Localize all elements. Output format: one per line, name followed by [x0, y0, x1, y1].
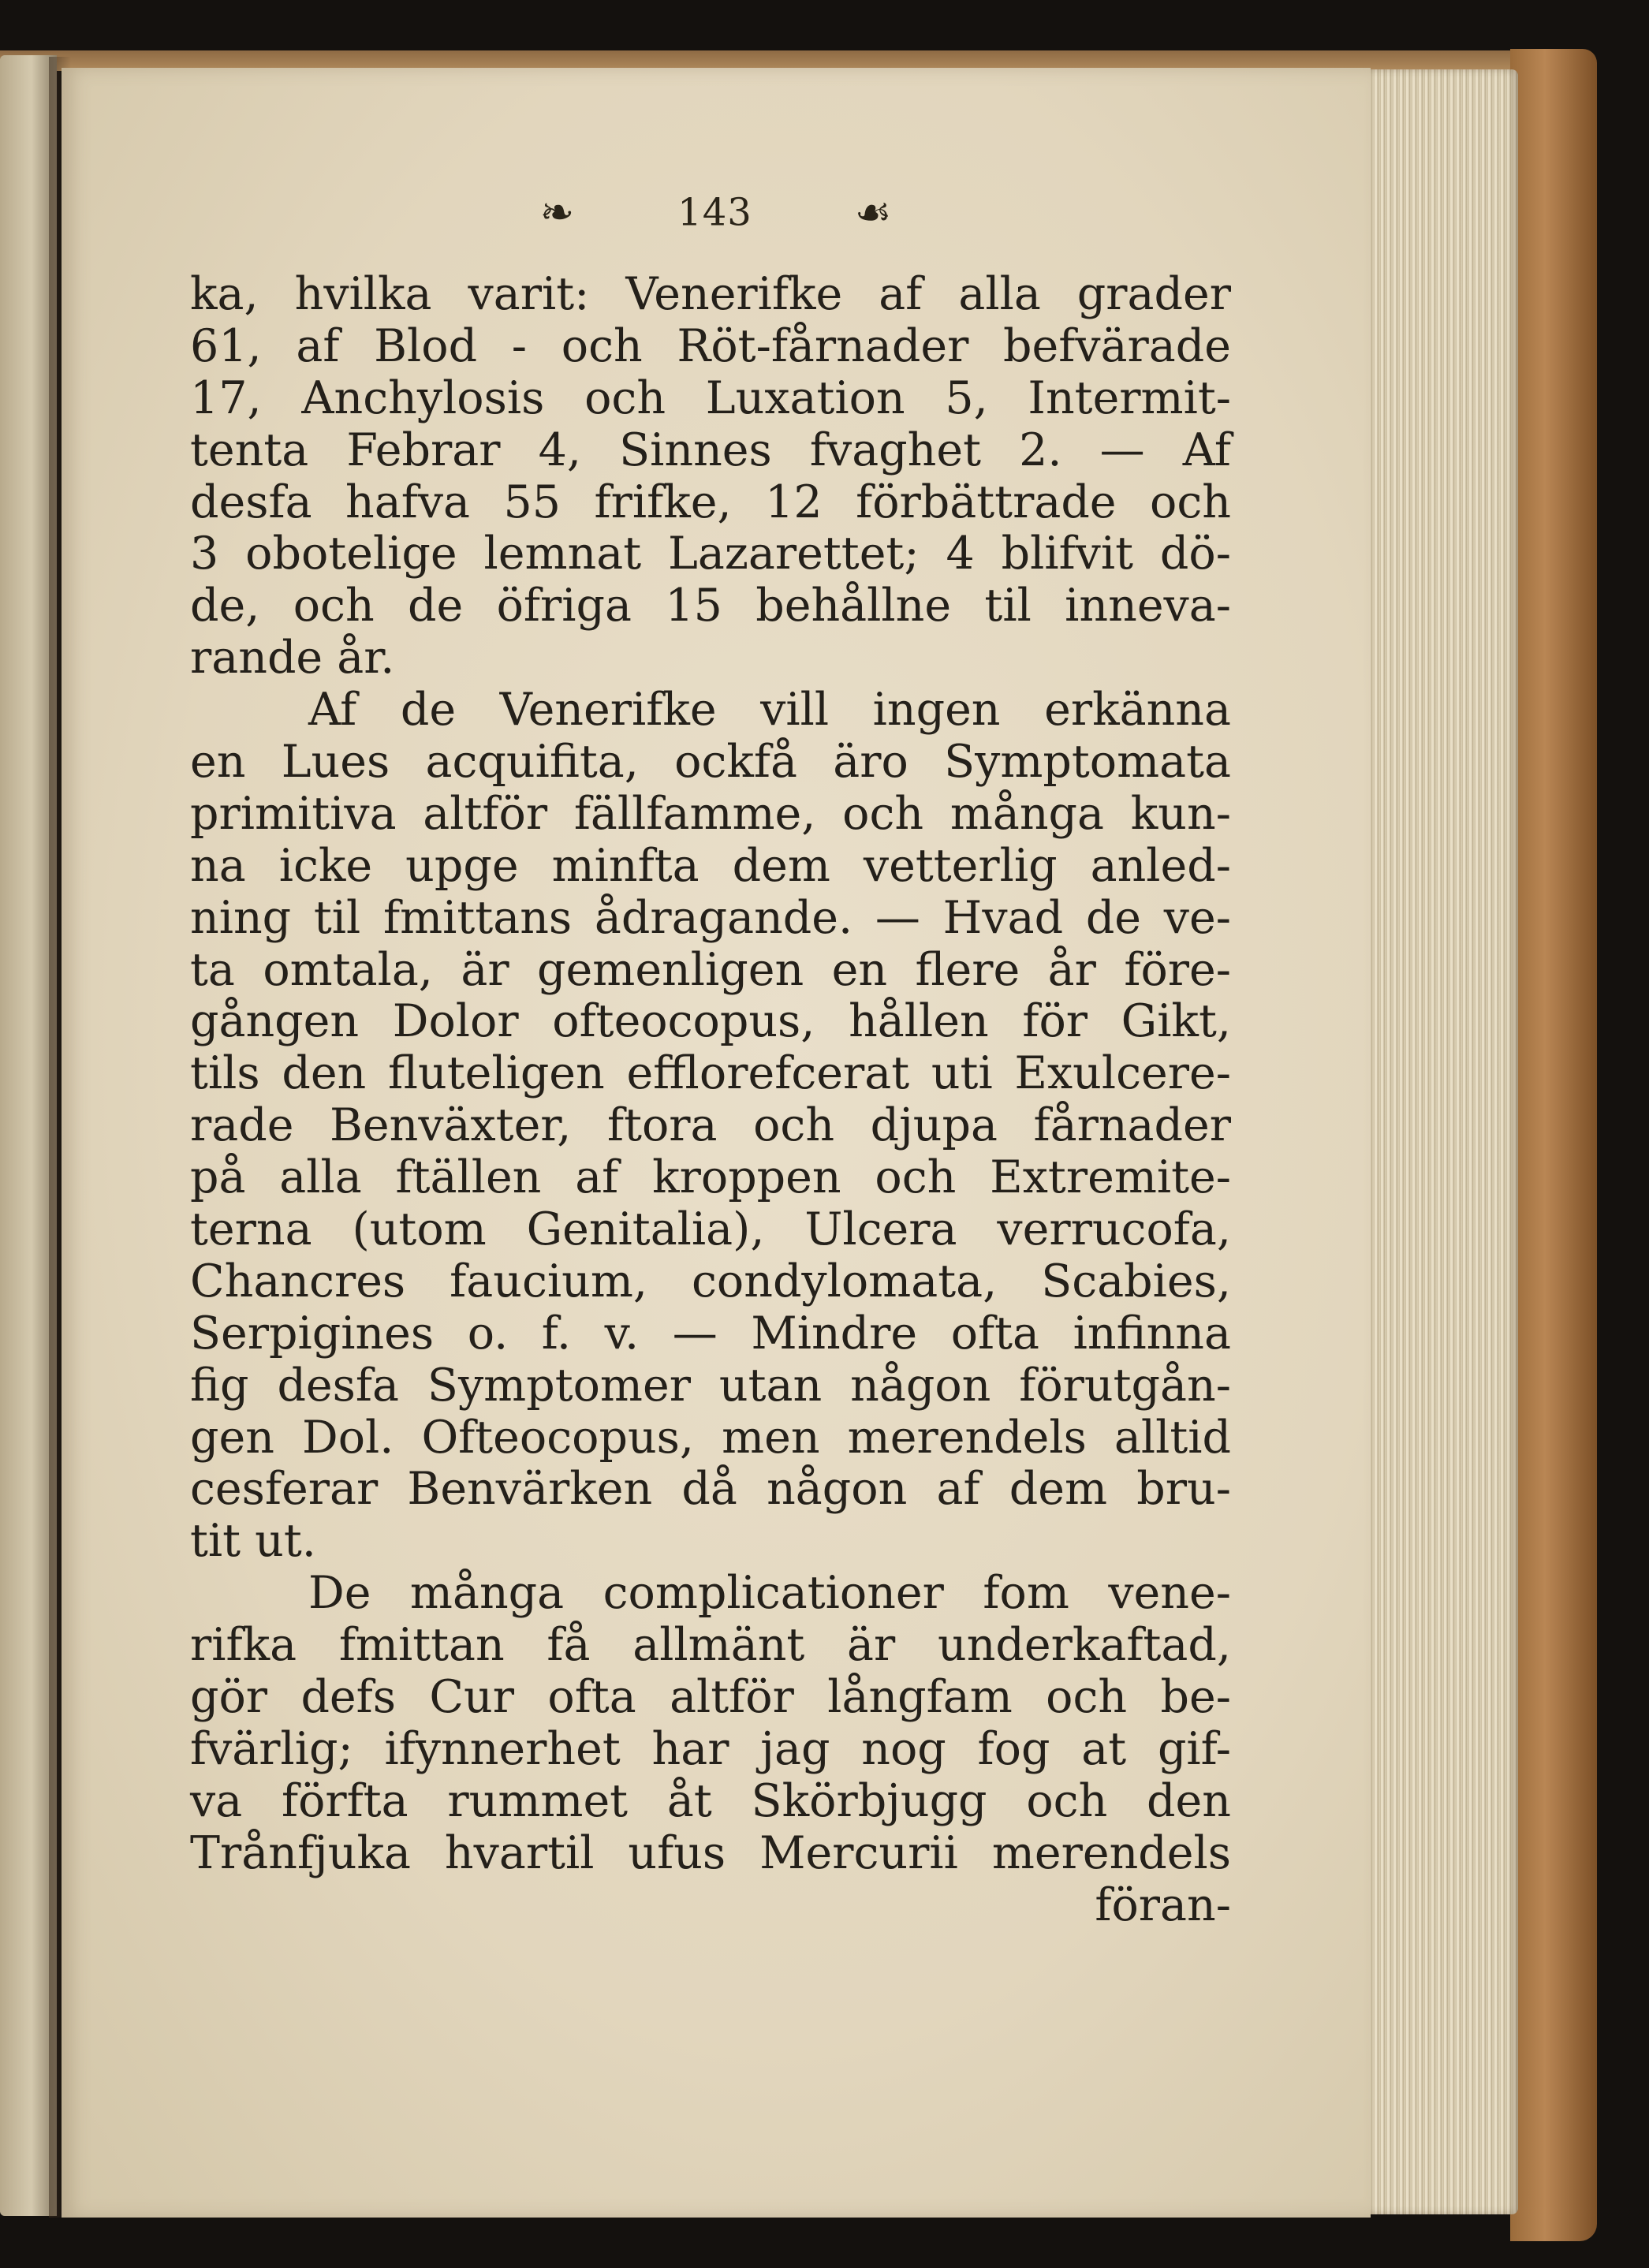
text-line: va förfta rummet åt Skörbjugg och den	[190, 1774, 1231, 1827]
text-line: De många complicationer fom vene-	[308, 1567, 1231, 1620]
text-line: på alla ftällen af kroppen och Extremite-	[190, 1151, 1231, 1204]
left-ornament-icon: ❧	[539, 188, 576, 237]
text-line: rande år.	[190, 632, 395, 685]
text-line: terna (utom Genitalia), Ulcera verrucofa,	[190, 1203, 1231, 1256]
text-line: gör defs Cur ofta altför långfam och be-	[190, 1671, 1231, 1724]
page-block-edges	[1368, 69, 1518, 2214]
text-line: gången Dolor ofteocopus, hållen för Gikt,	[190, 995, 1231, 1048]
right-ornament-icon: ☙	[854, 188, 893, 237]
text-line: tils den fluteligen efflorefcerat uti Exulcere-	[190, 1047, 1231, 1100]
text-line: de, och de öfriga 15 behållne til inneva-	[190, 580, 1231, 632]
text-line: na icke upge minfta dem vetterlig anled-	[190, 839, 1231, 892]
text-line: gen Dol. Ofteocopus, men merendels alltid	[190, 1411, 1231, 1464]
text-line: tit ut.	[190, 1515, 316, 1568]
page-header	[62, 188, 1371, 237]
text-line: 3 obotelige lemnat Lazarettet; 4 blifvit dö-	[190, 528, 1231, 580]
text-line: ka, hvilka varit: Venerifke af alla grader	[190, 268, 1231, 320]
text-line: 17, Anchylosis och Luxation 5, Intermit-	[190, 371, 1231, 424]
text-line: 61, af Blod - och Röt-fårnader befvärade	[190, 319, 1231, 372]
text-line: en Lues acquifita, ockfå äro Symptomata	[190, 736, 1231, 789]
text-line: fig desfa Symptomer utan någon förutgån-	[190, 1359, 1231, 1412]
text-line: cesferar Benvärken då någon af dem bru-	[190, 1463, 1231, 1516]
text-line: desfa hafva 55 frifke, 12 förbättrade och	[190, 476, 1231, 528]
book-cover-right	[1510, 49, 1597, 2241]
text-line: ta omtala, är gemenligen en flere år före-	[190, 943, 1231, 996]
text-line: Chancres faucium, condylomata, Scabies,	[190, 1255, 1231, 1307]
body-text	[190, 269, 1231, 1932]
text-line: ning til fmittans ådragande. — Hvad de ve-	[190, 891, 1231, 944]
text-line: Af de Venerifke vill ingen erkänna	[308, 684, 1231, 737]
page-number: 143	[677, 190, 752, 235]
text-line: primitiva altför fällfamme, och många kun-	[190, 787, 1231, 840]
book-page	[62, 68, 1371, 2218]
text-line: rade Benväxter, ftora och djupa fårnader	[190, 1099, 1231, 1152]
text-line: Trånfjuka hvartil ufus Mercurii merendels	[190, 1826, 1231, 1879]
text-line: fvärlig; ifynnerhet har jag nog fog at gif-	[190, 1722, 1231, 1775]
text-line: tenta Febrar 4, Sinnes fvaghet 2. — Af	[190, 423, 1231, 476]
text-line: rifka fmittan få allmänt är underkaftad,	[190, 1619, 1231, 1672]
text-line: föran-	[1095, 1878, 1231, 1931]
text-line: Serpigines o. f. v. — Mindre ofta infinna	[190, 1307, 1231, 1360]
